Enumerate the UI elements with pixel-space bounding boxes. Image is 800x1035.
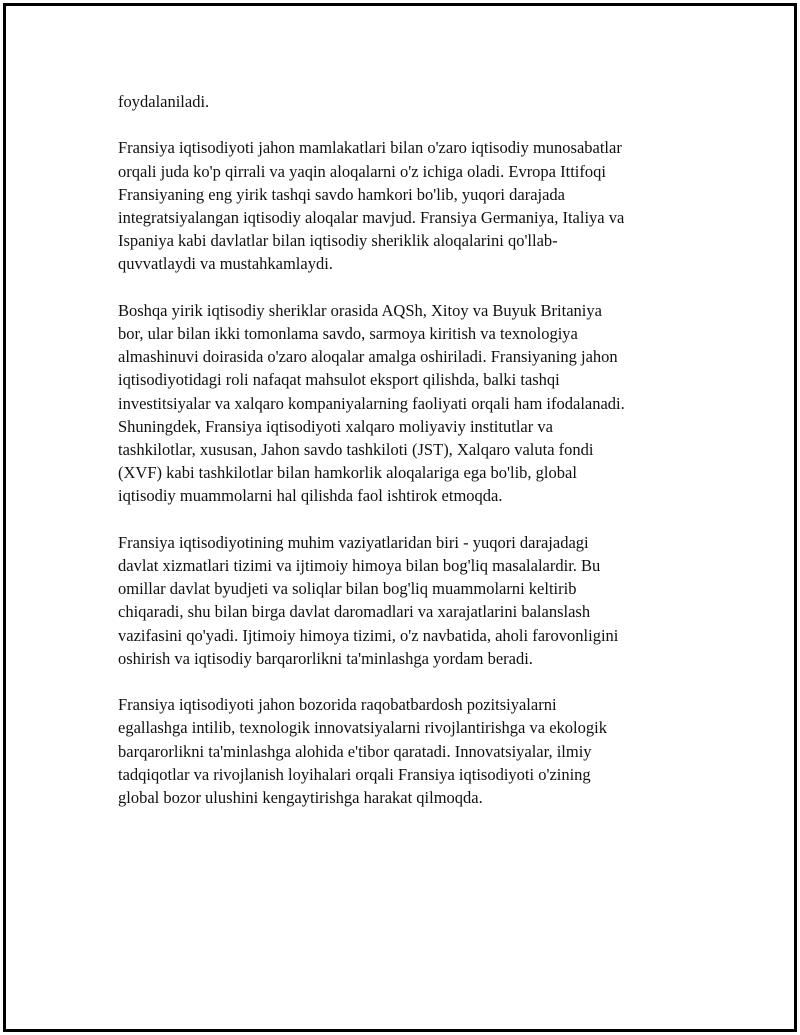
text-line: orqali juda ko'p qirrali va yaqin aloqalarni o'z ichiga oladi. Evropa Ittifoqi xyxy=(118,161,606,181)
text-line: Boshqa yirik iqtisodiy sheriklar orasida AQSh, Xitoy va Buyuk Britaniya xyxy=(118,300,602,320)
text-line: Fransiya iqtisodiyoti jahon mamlakatlari bilan o'zaro iqtisodiy munosabatlar xyxy=(118,138,622,158)
text-line: oshirish va iqtisodiy barqarorlikni ta'minlashga yordam beradi. xyxy=(118,648,533,668)
text-line: Fransiya iqtisodiyoti jahon bozorida raqobatbardosh pozitsiyalarni xyxy=(118,695,557,715)
text-line: quvvatlaydi va mustahkamlaydi. xyxy=(118,254,333,274)
paragraph-4 xyxy=(118,531,698,670)
text-line: Ispaniya kabi davlatlar bilan iqtisodiy sheriklik aloqalarini qo'llab- xyxy=(118,231,558,251)
text-line: vazifasini qo'yadi. Ijtimoiy himoya tizimi, o'z navbatida, aholi farovonligini xyxy=(118,625,619,645)
paragraph-1 xyxy=(118,90,698,113)
text-line: investitsiyalar va xalqaro kompaniyalarning faoliyati orqali ham ifodalanadi. xyxy=(118,393,625,413)
paragraph-5 xyxy=(118,693,698,809)
text-line: chiqaradi, shu bilan birga davlat daromadlari va xarajatlarini balanslash xyxy=(118,602,591,622)
text-line: foydalaniladi. xyxy=(118,92,210,111)
text-line: iqtisodiyotidagi roli nafaqat mahsulot eksport qilishda, balki tashqi xyxy=(118,370,560,390)
text-line: egallashga intilib, texnologik innovatsiyalarni rivojlantirishga va ekologik xyxy=(118,718,607,738)
text-line: global bozor ulushini kengaytirishga harakat qilmoqda. xyxy=(118,788,483,808)
text-line: bor, ular bilan ikki tomonlama savdo, sarmoya kiritish va texnologiya xyxy=(118,324,578,343)
text-line: integratsiyalangan iqtisodiy aloqalar mavjud. Fransiya Germaniya, Italiya va xyxy=(118,208,625,227)
text-line: tadqiqotlar va rivojlanish loyihalari orqali Fransiya iqtisodiyoti o'zining xyxy=(118,764,591,784)
text-line: barqarorlikni ta'minlashga alohida e'tibor qaratadi. Innovatsiyalar, ilmiy xyxy=(118,741,592,761)
text-line: davlat xizmatlari tizimi va ijtimoiy himoya bilan bog'liq masalalardir. Bu xyxy=(118,556,601,576)
text-line: tashkilotlar, xususan, Jahon savdo tashkiloti (JST), Xalqaro valuta fondi xyxy=(118,440,594,460)
text-line: Shuningdek, Fransiya iqtisodiyoti xalqaro moliyaviy institutlar va xyxy=(118,416,553,436)
paragraph-2 xyxy=(118,136,698,275)
document-body xyxy=(118,90,698,832)
text-line: (XVF) kabi tashkilotlar bilan hamkorlik aloqalariga ega bo'lib, global xyxy=(118,463,577,483)
text-line: Fransiya iqtisodiyotining muhim vaziyatlaridan biri - yuqori darajadagi xyxy=(118,532,589,552)
text-line: almashinuvi doirasida o'zaro aloqalar amalga oshiriladi. Fransiyaning jahon xyxy=(118,347,618,367)
text-line: iqtisodiy muammolarni hal qilishda faol ishtirok etmoqda. xyxy=(118,486,503,506)
text-line: omillar davlat byudjeti va soliqlar bilan bog'liq muammolarni keltirib xyxy=(118,579,577,599)
text-line: Fransiyaning eng yirik tashqi savdo hamkori bo'lib, yuqori darajada xyxy=(118,184,566,204)
paragraph-3 xyxy=(118,299,698,508)
